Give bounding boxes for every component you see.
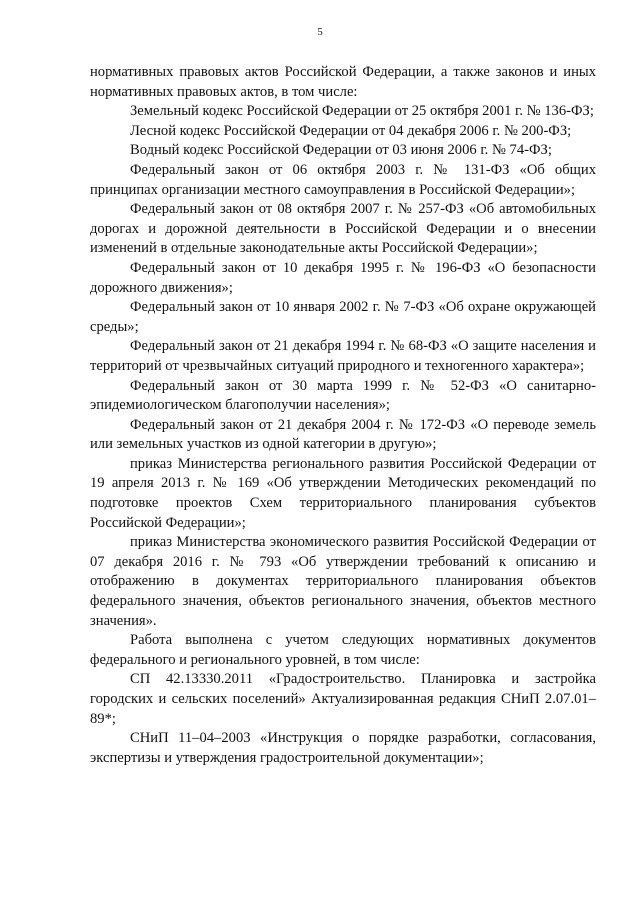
- paragraph-law-172: Федеральный закон от 21 декабря 2004 г. № 172-ФЗ «О переводе земель или земельных участков из одной категории в другую»;: [90, 416, 596, 453]
- paragraph-land-code: Земельный кодекс Российской Федерации от 25 октября 2001 г. № 136-ФЗ;: [130, 103, 594, 120]
- paragraph-law-7: Федеральный закон от 10 января 2002 г. № 7-ФЗ «Об охране окружающей среды»;: [90, 299, 596, 335]
- paragraph-law-68: Федеральный закон от 21 декабря 1994 г. № 68-ФЗ «О защите населения и территорий от чрезвычайных ситуаций природного и техногенного характера»;: [90, 338, 596, 374]
- paragraph-snip-11: СНиП 11–04–2003 «Инструкция о порядке разработки, согласования, экспертизы и утверждения градостроительной документации»;: [90, 730, 596, 766]
- document-body: [90, 63, 596, 768]
- paragraph-intro-continuation: нормативных правовых актов Российской Федерации, а также законов и иных нормативных правовых актов, в том числе:: [90, 64, 596, 100]
- paragraph-law-131: Федеральный закон от 06 октября 2003 г. № 131-ФЗ «Об общих принципах организации местного самоуправления в Российской Федерации»;: [90, 161, 596, 198]
- paragraph-law-196: Федеральный закон от 10 декабря 1995 г. № 196-ФЗ «О безопасности дорожного движения»;: [90, 259, 596, 296]
- paragraph-order-169: приказ Министерства регионального развития Российской Федерации от 19 апреля 2013 г. № 169 «Об утверждении Методических рекомендаций по подготовке проектов Схем территориального планирования субъектов Российской Федерации»;: [90, 455, 596, 531]
- paragraph-work-basis: Работа выполнена с учетом следующих нормативных документов федерального и регионального уровней, в том числе:: [90, 632, 596, 668]
- paragraph-order-793: приказ Министерства экономического развития Российской Федерации от 07 декабря 2016 г. № 793 «Об утверждении требований к описанию и отображению в документах территориального планирования объектов федерального значения, объектов регионального значения, объектов местного значения».: [90, 534, 596, 629]
- page-number: 5: [317, 26, 323, 38]
- paragraph-law-257: Федеральный закон от 08 октября 2007 г. № 257-ФЗ «Об автомобильных дорогах и дорожной деятельности в Российской Федерации и о внесении изменений в отдельные законодательные акты Российской Федерации»;: [90, 201, 596, 257]
- paragraph-sp-42: СП 42.13330.2011 «Градостроительство. Планировка и застройка городских и сельских поселений» Актуализированная редакция СНиП 2.07.01–89*;: [90, 671, 596, 727]
- paragraph-law-52: Федеральный закон от 30 марта 1999 г. № 52-ФЗ «О санитарно-эпидемиологическом благополучии населения»;: [90, 377, 596, 414]
- paragraph-water-code: Водный кодекс Российской Федерации от 03 июня 2006 г. № 74-ФЗ;: [130, 142, 552, 159]
- paragraph-forest-code: Лесной кодекс Российской Федерации от 04 декабря 2006 г. № 200-ФЗ;: [130, 122, 572, 139]
